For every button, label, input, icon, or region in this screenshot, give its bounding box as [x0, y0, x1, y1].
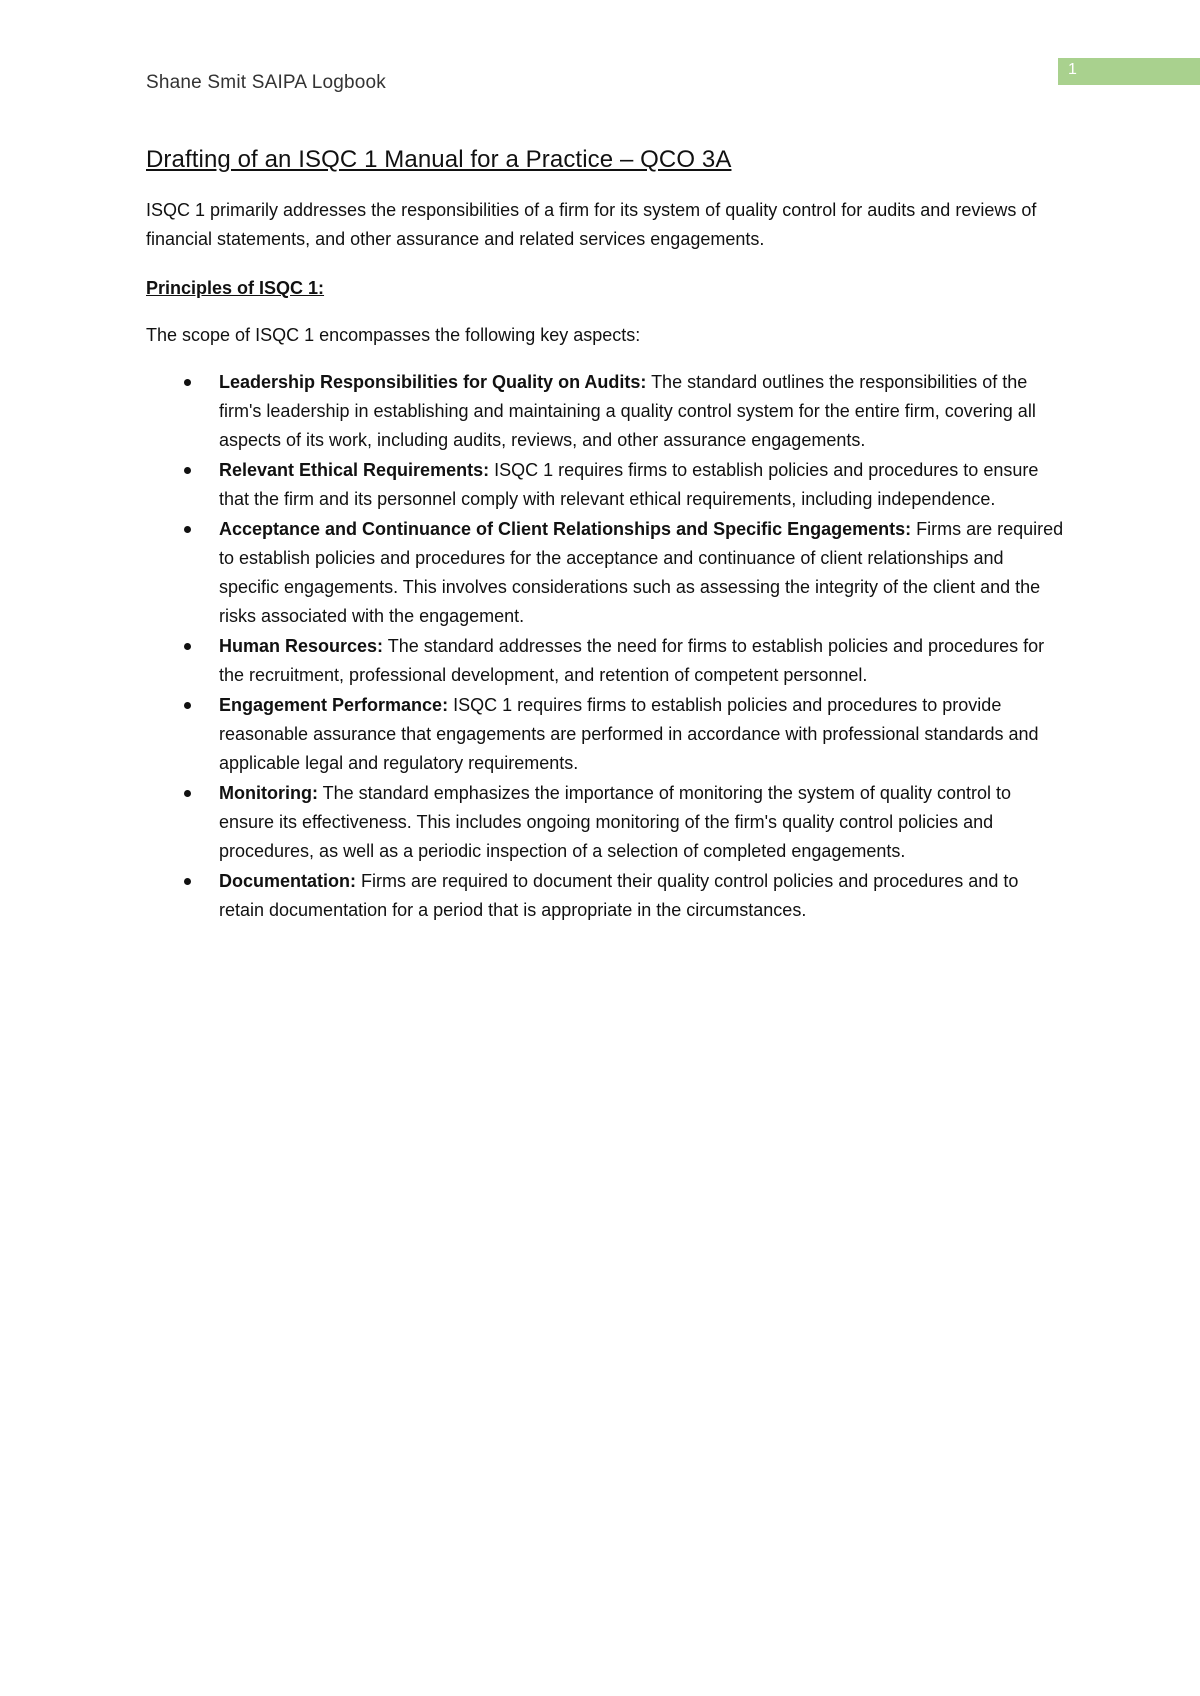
- key-aspects-list: [146, 368, 1066, 925]
- page-number-badge: [1058, 58, 1200, 85]
- bullet-icon: [184, 878, 191, 885]
- bullet-icon: [184, 702, 191, 709]
- bullet-icon: [184, 526, 191, 533]
- bullet-text: ISQC 1 requires firms to establish policies and procedures to provide reasonable assurance that engagements are performed in accordance with professional standards and applicable legal and regulatory requirements.: [219, 695, 1039, 773]
- bullet-text: Firms are required to establish policies and procedures for the acceptance and continuance of client relationships and specific engagements. This involves considerations such as assessing the integrity of the client and the risks associated with the engagement.: [219, 519, 1064, 626]
- intro-paragraph: ISQC 1 primarily addresses the responsibilities of a firm for its system of quality control for audits and reviews of financial statements, and other assurance and related services engagements.: [146, 200, 1037, 249]
- bullet-icon: [184, 790, 191, 797]
- bullet-text: The standard addresses the need for firms to establish policies and procedures for the recruitment, professional development, and retention of competent personnel.: [219, 636, 1045, 685]
- bullet-term: Monitoring:: [219, 783, 318, 803]
- bullet-term: Documentation:: [219, 871, 356, 891]
- bullet-term: Engagement Performance:: [219, 695, 449, 715]
- bullet-term: Leadership Responsibilities for Quality on Audits:: [219, 372, 647, 392]
- bullet-text: ISQC 1 requires firms to establish policies and procedures to ensure that the firm and its personnel comply with relevant ethical requirements, including independence.: [219, 460, 1039, 509]
- document-body: [146, 146, 1066, 926]
- list-item: [146, 867, 1066, 925]
- principles-heading: Principles of ISQC 1:: [146, 278, 325, 298]
- bullet-term: Relevant Ethical Requirements:: [219, 460, 490, 480]
- list-item: [146, 632, 1066, 690]
- page-number: 1: [1068, 61, 1077, 78]
- list-item: [146, 368, 1066, 455]
- list-item: [146, 779, 1066, 866]
- bullet-text: The standard outlines the responsibilities of the firm's leadership in establishing and maintaining a quality control system for the entire firm, covering all aspects of its work, including audits, reviews, and other assurance engagements.: [219, 372, 1036, 450]
- document-title: Drafting of an ISQC 1 Manual for a Practice – QCO 3A: [146, 146, 732, 173]
- list-item: [146, 456, 1066, 514]
- bullet-icon: [184, 467, 191, 474]
- bullet-text: The standard emphasizes the importance of monitoring the system of quality control to ensure its effectiveness. This includes ongoing monitoring of the firm's quality control policies and procedures, as well as a periodic inspection of a selection of completed engagements.: [219, 783, 1011, 861]
- bullet-term: Human Resources:: [219, 636, 384, 656]
- bullet-text: Firms are required to document their quality control policies and procedures and to retain documentation for a period that is appropriate in the circumstances.: [219, 871, 1019, 920]
- bullet-icon: [184, 379, 191, 386]
- list-item: [146, 515, 1066, 631]
- scope-paragraph: The scope of ISQC 1 encompasses the following key aspects:: [146, 325, 641, 345]
- running-header: Shane Smit SAIPA Logbook: [146, 72, 386, 93]
- list-item: [146, 691, 1066, 778]
- bullet-icon: [184, 643, 191, 650]
- bullet-term: Acceptance and Continuance of Client Relationships and Specific Engagements:: [219, 519, 912, 539]
